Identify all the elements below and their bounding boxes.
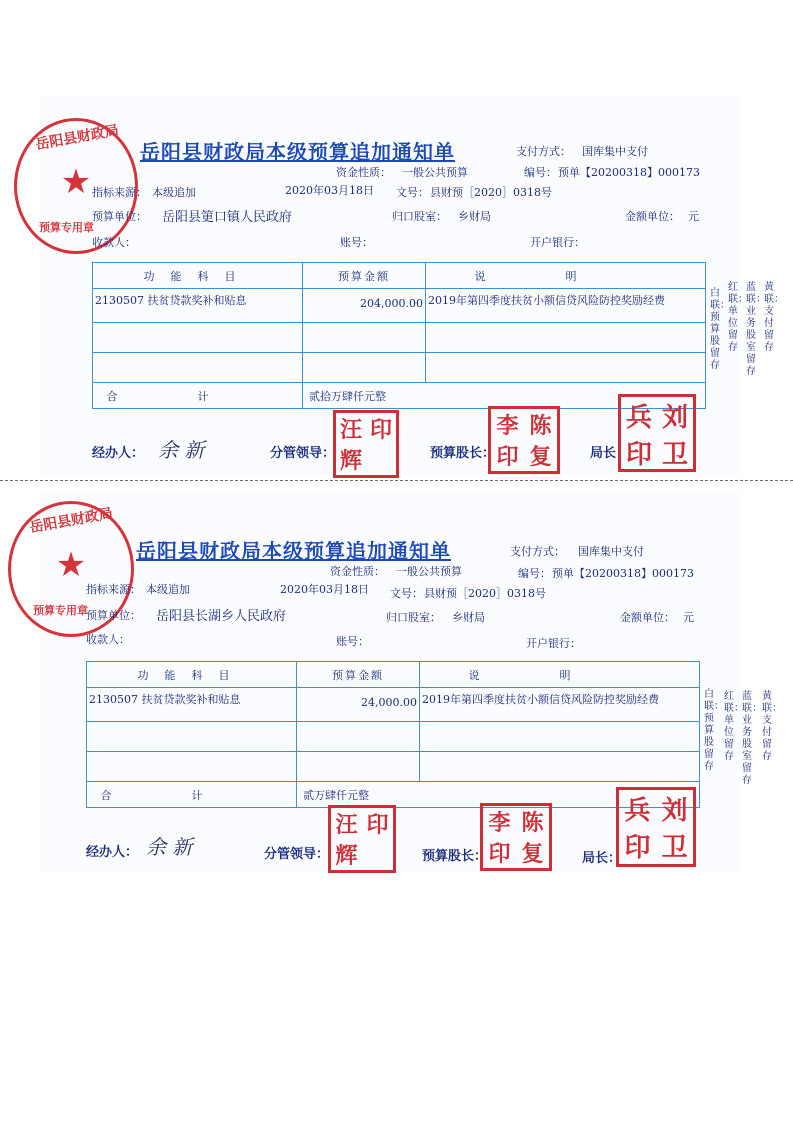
budget-table [86, 661, 700, 808]
empty-cell [297, 722, 420, 752]
total-amount: 贰拾万肆仟元整 [303, 383, 706, 409]
number-label: 编号： [518, 567, 551, 580]
date-value: 2020年03月18日 [285, 184, 374, 197]
doc-value: 县财预［2020］0318号 [424, 587, 546, 600]
total-amount: 贰万肆仟元整 [297, 782, 700, 808]
row-amount: 204,000.00 [303, 289, 426, 323]
col-desc-header: 说明 [420, 662, 700, 688]
row-desc: 2019年第四季度扶贫小额信贷风险防控奖励经费 [426, 289, 706, 323]
seal-text: 岳阳县财政局 [34, 122, 120, 154]
bank-label: 开户银行： [526, 637, 581, 650]
col-amount-header: 预算金额 [303, 263, 426, 289]
col-desc-header: 说明 [426, 263, 706, 289]
number-value: 预单【20200318】000173 [558, 166, 700, 179]
director-label: 局长： [590, 446, 630, 461]
empty-cell [303, 353, 426, 383]
supervisor-label: 分管领导： [264, 847, 330, 862]
unit-label: 预算单位： [92, 210, 147, 223]
copy-red: 红联：单位留存 [728, 282, 748, 353]
supervisor-stamp: 汪 印 辉 [328, 805, 396, 873]
seal-text: 岳阳县财政局 [28, 505, 114, 537]
empty-cell [426, 353, 706, 383]
budget-chief-stamp: 李 陈 印 复 [488, 406, 560, 474]
doc-label: 文号： [390, 587, 423, 600]
empty-cell [87, 722, 297, 752]
row-amount: 24,000.00 [297, 688, 420, 722]
account-label: 账号： [336, 635, 369, 648]
copy-white: 白联：预算股留存 [710, 288, 730, 371]
total-label: 合计 [87, 782, 297, 808]
director-stamp: 兵 刘 印 卫 [616, 787, 696, 867]
copy-blue: 蓝联：业务股室留存 [746, 282, 766, 377]
fund-nature-value: 一般公共预算 [402, 166, 468, 179]
fund-nature-label: 资金性质： [330, 565, 385, 578]
payee-label: 收款人： [86, 633, 130, 646]
unit-value: 岳阳县筻口镇人民政府 [162, 210, 293, 225]
source-value: 本级追加 [152, 186, 196, 199]
dept-label: 归口股室： [392, 210, 447, 223]
date-value: 2020年03月18日 [280, 583, 369, 596]
empty-cell [303, 323, 426, 353]
amount-unit-label: 金额单位： [620, 611, 675, 624]
fund-nature-label: 资金性质： [336, 166, 391, 179]
table-row [87, 688, 700, 722]
source-label: 指标来源： [86, 583, 141, 596]
copy-red: 红联：单位留存 [724, 691, 744, 762]
dept-value: 乡财局 [452, 611, 485, 624]
pay-method-value: 国库集中支付 [582, 145, 648, 158]
budget-table [92, 262, 706, 409]
account-label: 账号： [340, 236, 373, 249]
supervisor-label: 分管领导： [270, 446, 336, 461]
fund-nature-value: 一般公共预算 [396, 565, 462, 578]
form-title: 岳阳县财政局本级预算追加通知单 [136, 539, 451, 563]
number-value: 预单【20200318】000173 [552, 567, 694, 580]
unit-value: 岳阳县长湖乡人民政府 [156, 609, 287, 624]
supervisor-stamp: 汪 印 辉 [333, 410, 399, 478]
payee-label: 收款人： [92, 236, 136, 249]
unit-label: 预算单位： [86, 609, 141, 622]
seal-star-icon: ★ [55, 545, 87, 585]
handler-label: 经办人： [92, 446, 145, 461]
amount-unit-value: 元 [688, 210, 699, 223]
col-amount-header: 预算金额 [297, 662, 420, 688]
doc-label: 文号： [396, 186, 429, 199]
empty-cell [297, 752, 420, 782]
copy-yellow: 黄联：支付留存 [764, 282, 784, 353]
pay-method-label: 支付方式： [510, 545, 565, 558]
row-subject: 2130507 扶贫贷款奖补和贴息 [93, 289, 303, 323]
col-subject-header: 功能科目 [93, 263, 303, 289]
handler-label: 经办人： [86, 845, 139, 860]
empty-cell [87, 752, 297, 782]
director-label: 局长： [582, 851, 622, 866]
amount-unit-label: 金额单位： [625, 210, 680, 223]
pay-method-label: 支付方式： [516, 145, 571, 158]
copy-yellow: 黄联：支付留存 [762, 691, 782, 762]
budget-notice-form-1 [0, 88, 793, 488]
budget-chief-stamp: 李 陈 印 复 [480, 803, 552, 871]
empty-cell [93, 323, 303, 353]
total-label: 合计 [93, 383, 303, 409]
budget-chief-label: 预算股长： [422, 849, 488, 864]
source-value: 本级追加 [146, 583, 190, 596]
seal-subtext: 预算专用章 [33, 604, 88, 617]
number-label: 编号： [524, 166, 557, 179]
amount-unit-value: 元 [683, 611, 694, 624]
director-stamp: 兵 刘 印 卫 [618, 394, 696, 472]
source-label: 指标来源： [92, 186, 147, 199]
copy-blue: 蓝联：业务股室留存 [742, 691, 762, 786]
seal-star-icon: ★ [60, 162, 92, 202]
col-subject-header: 功能科目 [87, 662, 297, 688]
handler-signature: 余 新 [146, 835, 193, 859]
empty-cell [93, 353, 303, 383]
tear-line [0, 480, 793, 481]
seal-subtext: 预算专用章 [39, 221, 94, 234]
pay-method-value: 国库集中支付 [578, 545, 644, 558]
budget-chief-label: 预算股长： [430, 446, 496, 461]
row-desc: 2019年第四季度扶贫小额信贷风险防控奖励经费 [420, 688, 700, 722]
empty-cell [426, 323, 706, 353]
budget-notice-form-2 [0, 485, 793, 885]
table-row [93, 289, 706, 323]
row-subject: 2130507 扶贫贷款奖补和贴息 [87, 688, 297, 722]
dept-value: 乡财局 [458, 210, 491, 223]
dept-label: 归口股室： [386, 611, 441, 624]
handler-signature: 余 新 [158, 438, 205, 462]
doc-value: 县财预［2020］0318号 [430, 186, 552, 199]
copy-white: 白联：预算股留存 [704, 689, 724, 772]
form-title: 岳阳县财政局本级预算追加通知单 [140, 140, 455, 164]
bank-label: 开户银行： [530, 236, 585, 249]
empty-cell [420, 752, 700, 782]
empty-cell [420, 722, 700, 752]
